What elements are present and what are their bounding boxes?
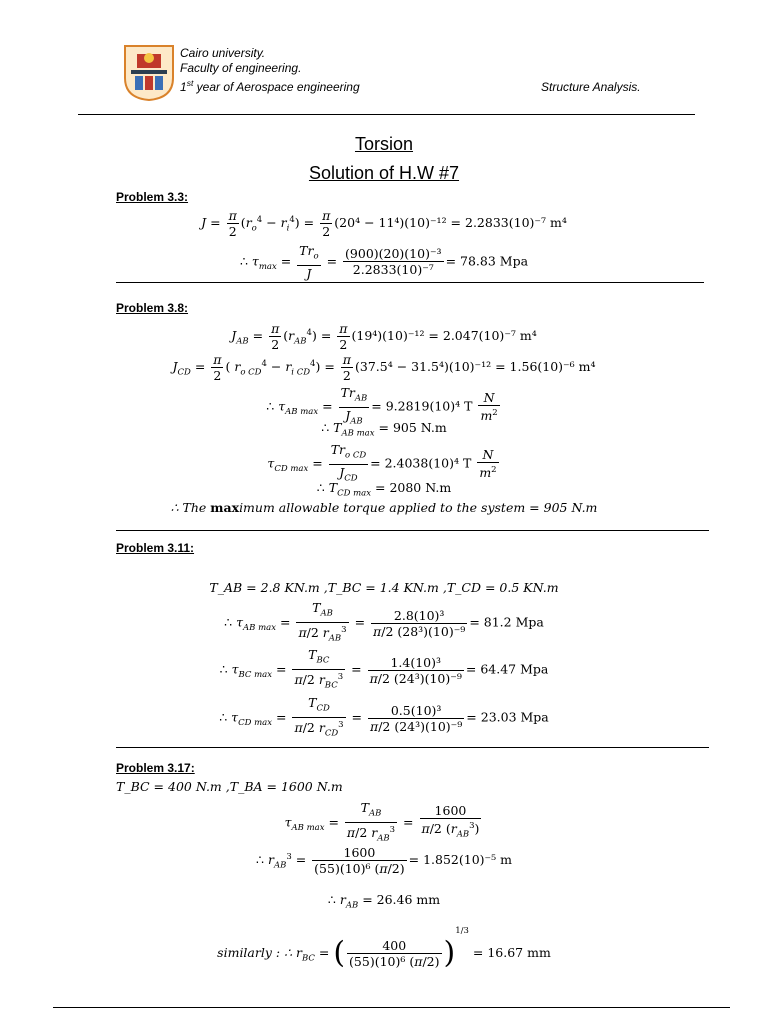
problem-3-8-t-ab: ∴ $T_{AB max} = 905$ N.m: [321, 420, 447, 439]
section-divider: [116, 530, 709, 531]
problem-3-11-tau-cd: ∴ $\tau_{CD max}$ = $T_{CD}$ π/2 $r_{CD}^3$ = $\frac{\text{0.5(10)³}}{\text{π/2 (24³)(10)⁻⁹}}$ = 23.03 Mpa: [219, 695, 549, 739]
page-title: Torsion: [354, 134, 414, 154]
problem-3-8-tau-cd: $\tau_{CD max}$ = $Tr_{o CD}$ $J_{CD}$ = 2.4038(10)⁴ T $\frac{N}{m^2}$: [267, 442, 497, 483]
header-faculty: Faculty of engineering.: [180, 61, 302, 75]
problem-3-17-label: Problem 3.17:: [116, 761, 195, 775]
problem-3-8-jcd: $J_{CD}$ = $\frac{\pi}{2}$ ( $r_{o CD}^4 - r_{i CD}^4$) = $\frac{\pi}{2}$ (37.5⁴ − 31.5⁴)(10)⁻¹² = 1.56(10)⁻⁶ m⁴: [172, 352, 596, 383]
problem-3-8-t-cd: ∴ $T_{CD max} = 2080$ N.m: [316, 480, 452, 499]
problem-3-8-jab: $J_{AB}$ = $\frac{\pi}{2}$ $(r_{AB}^4)$ = $\frac{\pi}{2}$ (19⁴)(10)⁻¹² = 2.047(10)⁻⁷ m⁴: [231, 321, 537, 352]
problem-3-11-given: T_AB = 2.8 KN.m ,T_BC = 1.4 KN.m ,T_CD = 0.5 KN.m: [209, 580, 559, 595]
page-subtitle: Solution of H.W #7: [308, 163, 460, 183]
problem-3-3-max-shear: ∴ $\tau_{max}$ = $Tr_o$ J = $\frac{\text{(900)(20)(10)⁻³}}{\text{2.2833(10)⁻⁷}}$ = 78.83 Mpa: [239, 243, 529, 281]
header-year: 1st year of Aerospace engineering: [180, 78, 360, 94]
problem-3-17-given: T_BC = 400 N.m ,T_BA = 1600 N.m: [116, 779, 343, 794]
header-course: Structure Analysis.: [541, 80, 641, 94]
section-divider: [116, 282, 704, 283]
problem-3-17-tau-ab: $\tau_{AB max}$ = $T_{AB}$ π/2 $r_{AB}^3$ = 1600 π/2 $(r_{AB}^3)$: [284, 800, 480, 844]
header-divider: [78, 114, 695, 115]
problem-3-17-r3-ab: ∴ $r_{AB}^3$ = $\frac{1600}{\text{(55)(10)⁶ (π/2)}}$ = 1.852(10)⁻⁵ m: [256, 845, 512, 876]
problem-3-17-r-ab: ∴ $r_{AB} = 26.46$ mm: [327, 892, 441, 911]
footer-divider: [53, 1007, 730, 1008]
problem-3-3-label: Problem 3.3:: [116, 190, 189, 204]
problem-3-11-tau-ab: ∴ $\tau_{AB max}$ = $T_{AB}$ π/2 $r_{AB}^3$ = $\frac{\text{2.8(10)³}}{\text{π/2 (28³)(10)⁻⁹}}$ = 81.2 Mpa: [224, 600, 544, 644]
problem-3-11-label: Problem 3.11:: [116, 541, 195, 555]
problem-3-11-tau-bc: ∴ $\tau_{BC max}$ = $T_{BC}$ π/2 $r_{BC}^3$ = $\frac{\text{1.4(10)³}}{\text{π/2 (24³)(10)⁻⁹}}$ = 64.47 Mpa: [219, 647, 549, 691]
problem-3-8-conclusion: ∴ The maximum allowable torque applied to the system = 905 N.m: [170, 500, 598, 515]
problem-3-8-tau-ab: ∴ $\tau_{AB max}$ = $Tr_{AB}$ $J_{AB}$ = 9.2819(10)⁴ T $\frac{N}{m^2}$: [266, 385, 498, 426]
problem-3-3-polar-moment: J = $\frac{\pi}{2}$ $(r_o^4 - r_i^4)$ = $\frac{\pi}{2}$ (20⁴ − 11⁴)(10)⁻¹² = 2.2833(10)⁻⁷ m⁴: [201, 208, 567, 239]
section-divider: [116, 747, 709, 748]
header-university: Cairo university.: [180, 46, 266, 60]
university-logo: [123, 44, 175, 102]
problem-3-8-label: Problem 3.8:: [116, 301, 189, 315]
problem-3-17-r-bc: similarly : ∴ $r_{BC}$ = ( $\frac{400}{\text{(55)(10)⁶ (π/2)}}$ )$^{1/3}$ = 16.67 mm: [217, 926, 551, 971]
